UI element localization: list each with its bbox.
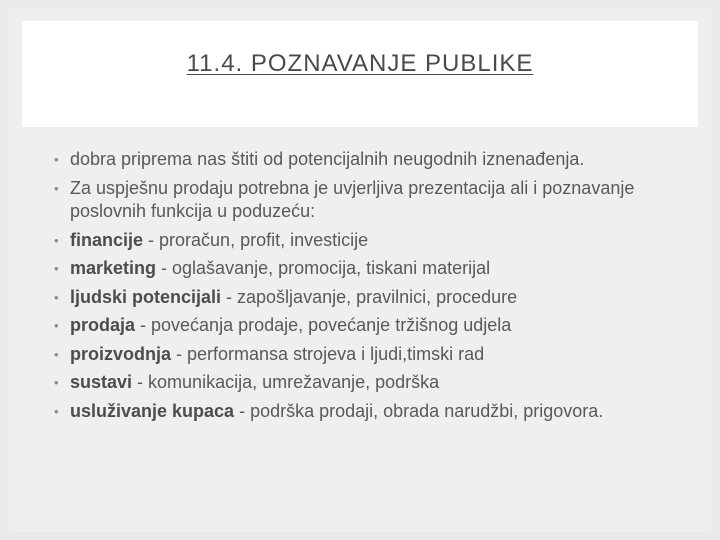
item-text: - proračun, profit, investicije (143, 229, 369, 250)
item-text: - komunikacija, umrežavanje, podrška (132, 372, 440, 392)
title-box (22, 21, 698, 127)
list-item (54, 343, 694, 367)
list-item (54, 371, 694, 395)
list-item (54, 257, 694, 281)
bullet-icon: • (54, 232, 59, 248)
item-text: - povećanja prodaje, povećanje tržišnog udjela (135, 315, 512, 335)
bullet-icon: • (54, 289, 59, 305)
slide-title: 11.4. POZNAVANJE PUBLIKE (186, 50, 534, 77)
item-text: dobra priprema nas štiti od potencijalnih neugodnih iznenađenja. (70, 149, 585, 169)
item-text: - performansa strojeva i ljudi,timski rad (171, 343, 485, 364)
bullet-icon: • (54, 375, 59, 390)
item-bold: marketing (70, 258, 157, 278)
slide (8, 8, 712, 532)
item-text: Za uspješnu prodaju potrebna je uvjerljiva prezentacija ali i poznavanje poslovnih funkcija u poduzeću: (70, 177, 635, 221)
item-text: - zapošljavanje, pravilnici, procedure (221, 286, 518, 307)
list-item (54, 177, 694, 224)
bullet-icon: • (54, 346, 59, 362)
bullet-icon: • (54, 180, 59, 196)
item-bold: ljudski potencijali (70, 286, 222, 307)
list-item (54, 148, 694, 172)
bullet-icon: • (54, 152, 59, 167)
list-item (54, 400, 694, 424)
list-item (54, 314, 694, 338)
bullet-icon: • (54, 403, 59, 419)
bullet-list (54, 148, 694, 428)
item-bold: prodaja (70, 315, 136, 335)
item-bold: proizvodnja (70, 343, 172, 364)
list-item (54, 286, 694, 310)
list-item (54, 229, 694, 253)
item-text: - oglašavanje, promocija, tiskani materijal (156, 258, 491, 278)
bullet-icon: • (54, 318, 59, 333)
bullet-icon: • (54, 261, 59, 276)
item-bold: financije (70, 229, 144, 250)
item-text: - podrška prodaji, obrada narudžbi, prigovora. (234, 400, 604, 421)
item-bold: sustavi (70, 372, 133, 392)
item-bold: usluživanje kupaca (70, 400, 235, 421)
